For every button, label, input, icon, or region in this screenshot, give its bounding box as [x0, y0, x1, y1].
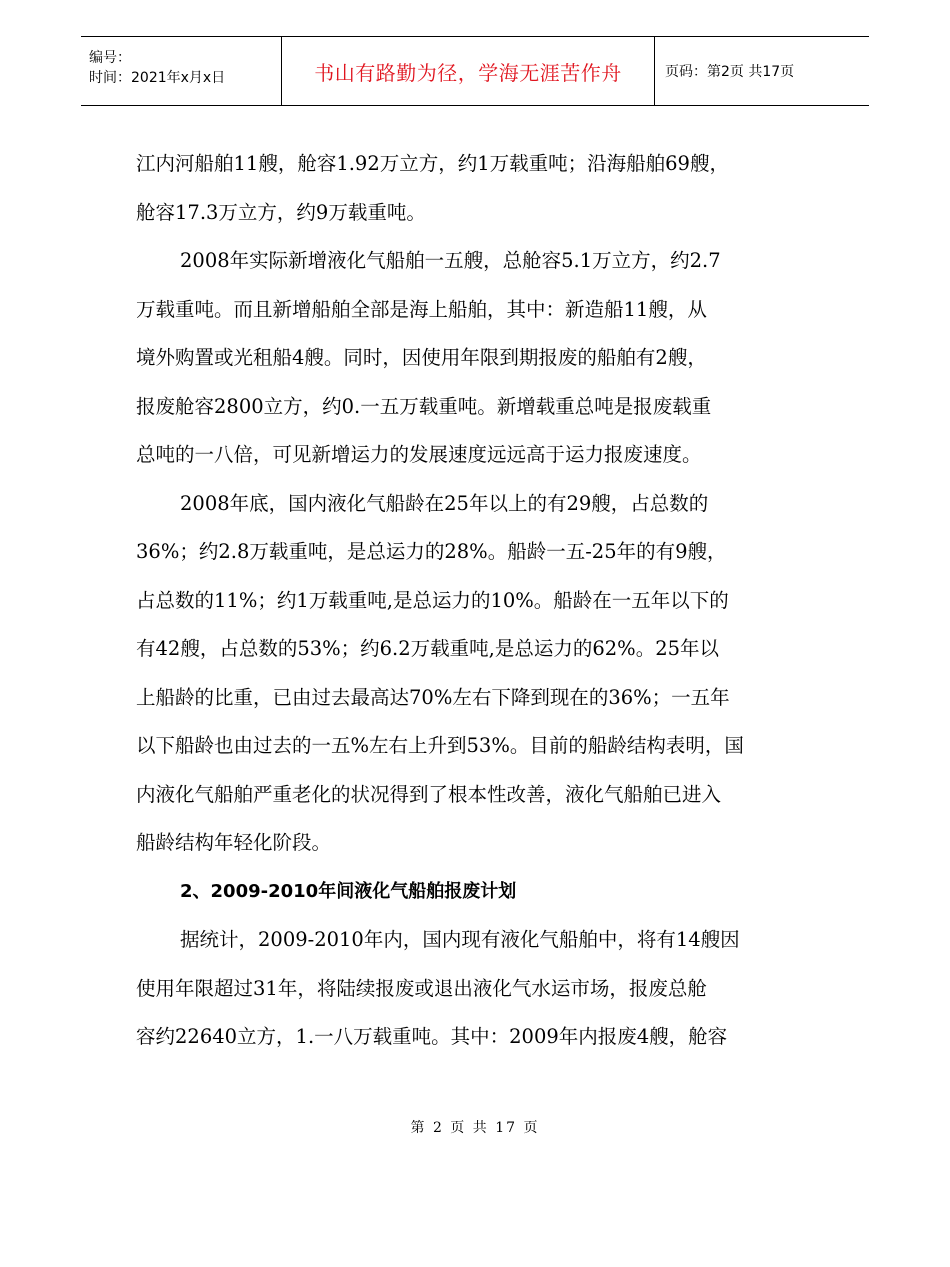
header-motto: 书山有路勤为径，学海无涯苦作舟 [314, 60, 622, 85]
paragraph-start-line: 2008年底，国内液化气船龄在25年以上的有29艘，占总数的 [180, 491, 709, 515]
body-line: 船龄结构年轻化阶段。 [136, 831, 332, 854]
body-line: 舱容17.3万立方，约9万载重吨。 [136, 200, 426, 224]
body-line: 占总数的11%；约1万载重吨,是总运力的10%。船龄在一五年以下的 [136, 588, 729, 612]
header-meta [81, 37, 281, 105]
body-line: 境外购置或光租船4艘。同时，因使用年限到期报废的船舶有2艘， [136, 346, 707, 369]
body-line: 36%；约2.8万载重吨，是总运力的28%。船龄一五-25年的有9艘， [136, 540, 727, 563]
body-line: 报废舱容2800立方，约0.一五万载重吨。新增载重总吨是报废载重 [136, 394, 712, 418]
body-line: 以下船龄也由过去的一五%左右上升到53%。目前的船龄结构表明，国 [136, 734, 744, 757]
header-motto-cell [281, 37, 655, 105]
paragraph-start-line: 据统计，2009-2010年内，国内现有液化气船舶中，将有14艘因 [180, 928, 740, 951]
document-date: 时间：2021年x月x日 [89, 70, 226, 86]
paragraph-start-line: 2008年实际新增液化气船舶一五艘，总舱容5.1万立方，约2.7 [180, 249, 721, 272]
document-header [81, 36, 869, 106]
body-line: 使用年限超过31年，将陆续报废或退出液化气水运市场，报废总舱 [136, 976, 707, 1000]
body-line: 有42艘，占总数的53%；约6.2万载重吨,是总运力的62%。25年以 [136, 637, 720, 660]
body-line: 上船龄的比重，已由过去最高达70%左右下降到现在的36%；一五年 [136, 685, 730, 709]
document-id-label: 编号： [89, 50, 131, 66]
body-line: 江内河船舶11艘，舱容1.92万立方，约1万载重吨；沿海船舶69艘， [136, 152, 729, 175]
body-line: 内液化气船舶严重老化的状况得到了根本性改善，液化气船舶已进入 [136, 782, 722, 806]
document-body [136, 140, 816, 1062]
body-line: 容约22640立方，1.一八万载重吨。其中：2009年内报废4艘，舱容 [136, 1025, 728, 1048]
body-line: 总吨的一八倍，可见新增运力的发展速度远远高于运力报废速度。 [136, 443, 702, 466]
header-page-info-cell [655, 37, 869, 105]
header-page-info: 页码：第2页 共17页 [665, 64, 795, 80]
page-footer: 第 2 页 共 17 页 [410, 1120, 540, 1136]
section-heading: 2、2009-2010年间液化气船舶报废计划 [180, 880, 517, 902]
body-line: 万载重吨。而且新增船舶全部是海上船舶，其中：新造船11艘，从 [136, 297, 707, 321]
